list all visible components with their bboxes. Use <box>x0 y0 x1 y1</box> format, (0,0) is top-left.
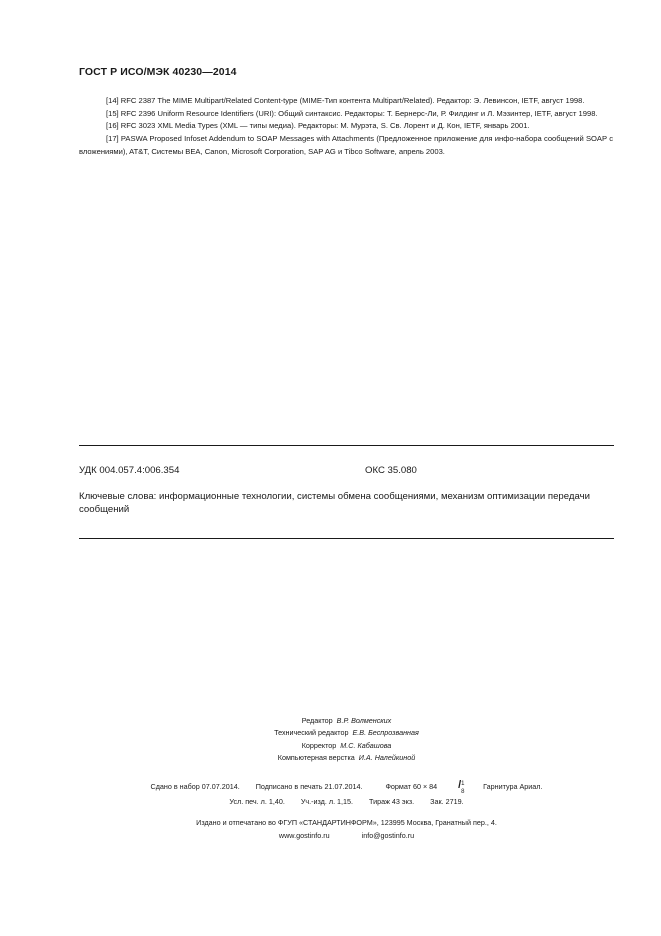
layout-line: Компьютерная верстка И.А. Налейкиной <box>277 752 416 762</box>
classification-row <box>79 465 614 479</box>
staff-credits <box>79 715 614 764</box>
print-info <box>79 779 614 809</box>
keywords: Ключевые слова: информационные технологии, системы обмена сообщениями, механизм оптимизации передачи сообщений <box>79 491 590 515</box>
udk-code: УДК 004.057.4:006.354 <box>79 465 180 476</box>
publisher-info <box>79 816 614 842</box>
tech-editor-name: Е.В. Беспрозванная <box>352 728 419 738</box>
publisher-contacts <box>79 829 614 842</box>
publisher-line: Издано и отпечатано во ФГУП «СТАНДАРТИНФОРМ», 123995 Москва, Гранатный пер., 4. <box>196 818 497 827</box>
layout-name: И.А. Налейкиной <box>358 752 416 762</box>
format-fraction: 1 / 8 <box>458 779 465 795</box>
oks-code: ОКС 35.080 <box>365 465 417 476</box>
editor-line: Редактор В.Р. Волменских <box>301 716 392 725</box>
tech-editor-line: Технический редактор Е.В. Беспрозванная <box>274 728 419 738</box>
proofreader-name: М.С. Кабашова <box>340 740 392 750</box>
print-line-1: Сдано в набор 07.07.2014. Подписано в печать 21.07.2014. Формат 60 × 84 1 / 8 Гарнитура Ариал. <box>150 779 543 795</box>
reference-item: [16] RFC 3023 XML Media Types (XML — типы медиа). Редакторы: М. Мурэта, S. Св. Лорент и Д. Кон, IETF, январь 2001. <box>106 121 530 131</box>
references-list <box>79 95 613 159</box>
reference-item: [15] RFC 2396 Uniform Resource Identifiers (URI): Общий синтаксис. Редакторы: Т. Бернерс-Ли, Р. Филдинг и Л. Мэзинтер, IETF, август 1998. <box>106 108 598 118</box>
format-info: Формат 60 × 84 1 / 8 <box>385 779 465 795</box>
editor-name: В.Р. Волменских <box>336 716 392 725</box>
document-header: ГОСТ Р ИСО/МЭК 40230—2014 <box>79 66 237 78</box>
email-link[interactable]: info@gostinfo.ru <box>361 831 415 841</box>
website-link[interactable]: www.gostinfo.ru <box>278 831 330 841</box>
divider-top <box>79 445 614 446</box>
reference-item: [14] RFC 2387 The MIME Multipart/Related Content-type (MIME-Тип контента Multipart/Related). Редактор: Э. Левинсон, IETF, август 1998. <box>106 96 585 105</box>
proofreader-line: Корректор М.С. Кабашова <box>301 740 392 750</box>
print-line-2: Усл. печ. л. 1,40. Уч.-изд. л. 1,15. Тираж 43 экз. Зак. 2719. <box>229 797 464 806</box>
divider-bottom <box>79 538 614 539</box>
reference-item: [17] PASWA Proposed Infoset Addendum to SOAP Messages with Attachments (Предложенное приложение для инфо-набора сообщений SOAP с вложениями), AT&T, Системы BEA, Canon, Microsoft Corporation, SAP AG и Tibco Software, апрель 2003. <box>79 134 613 156</box>
